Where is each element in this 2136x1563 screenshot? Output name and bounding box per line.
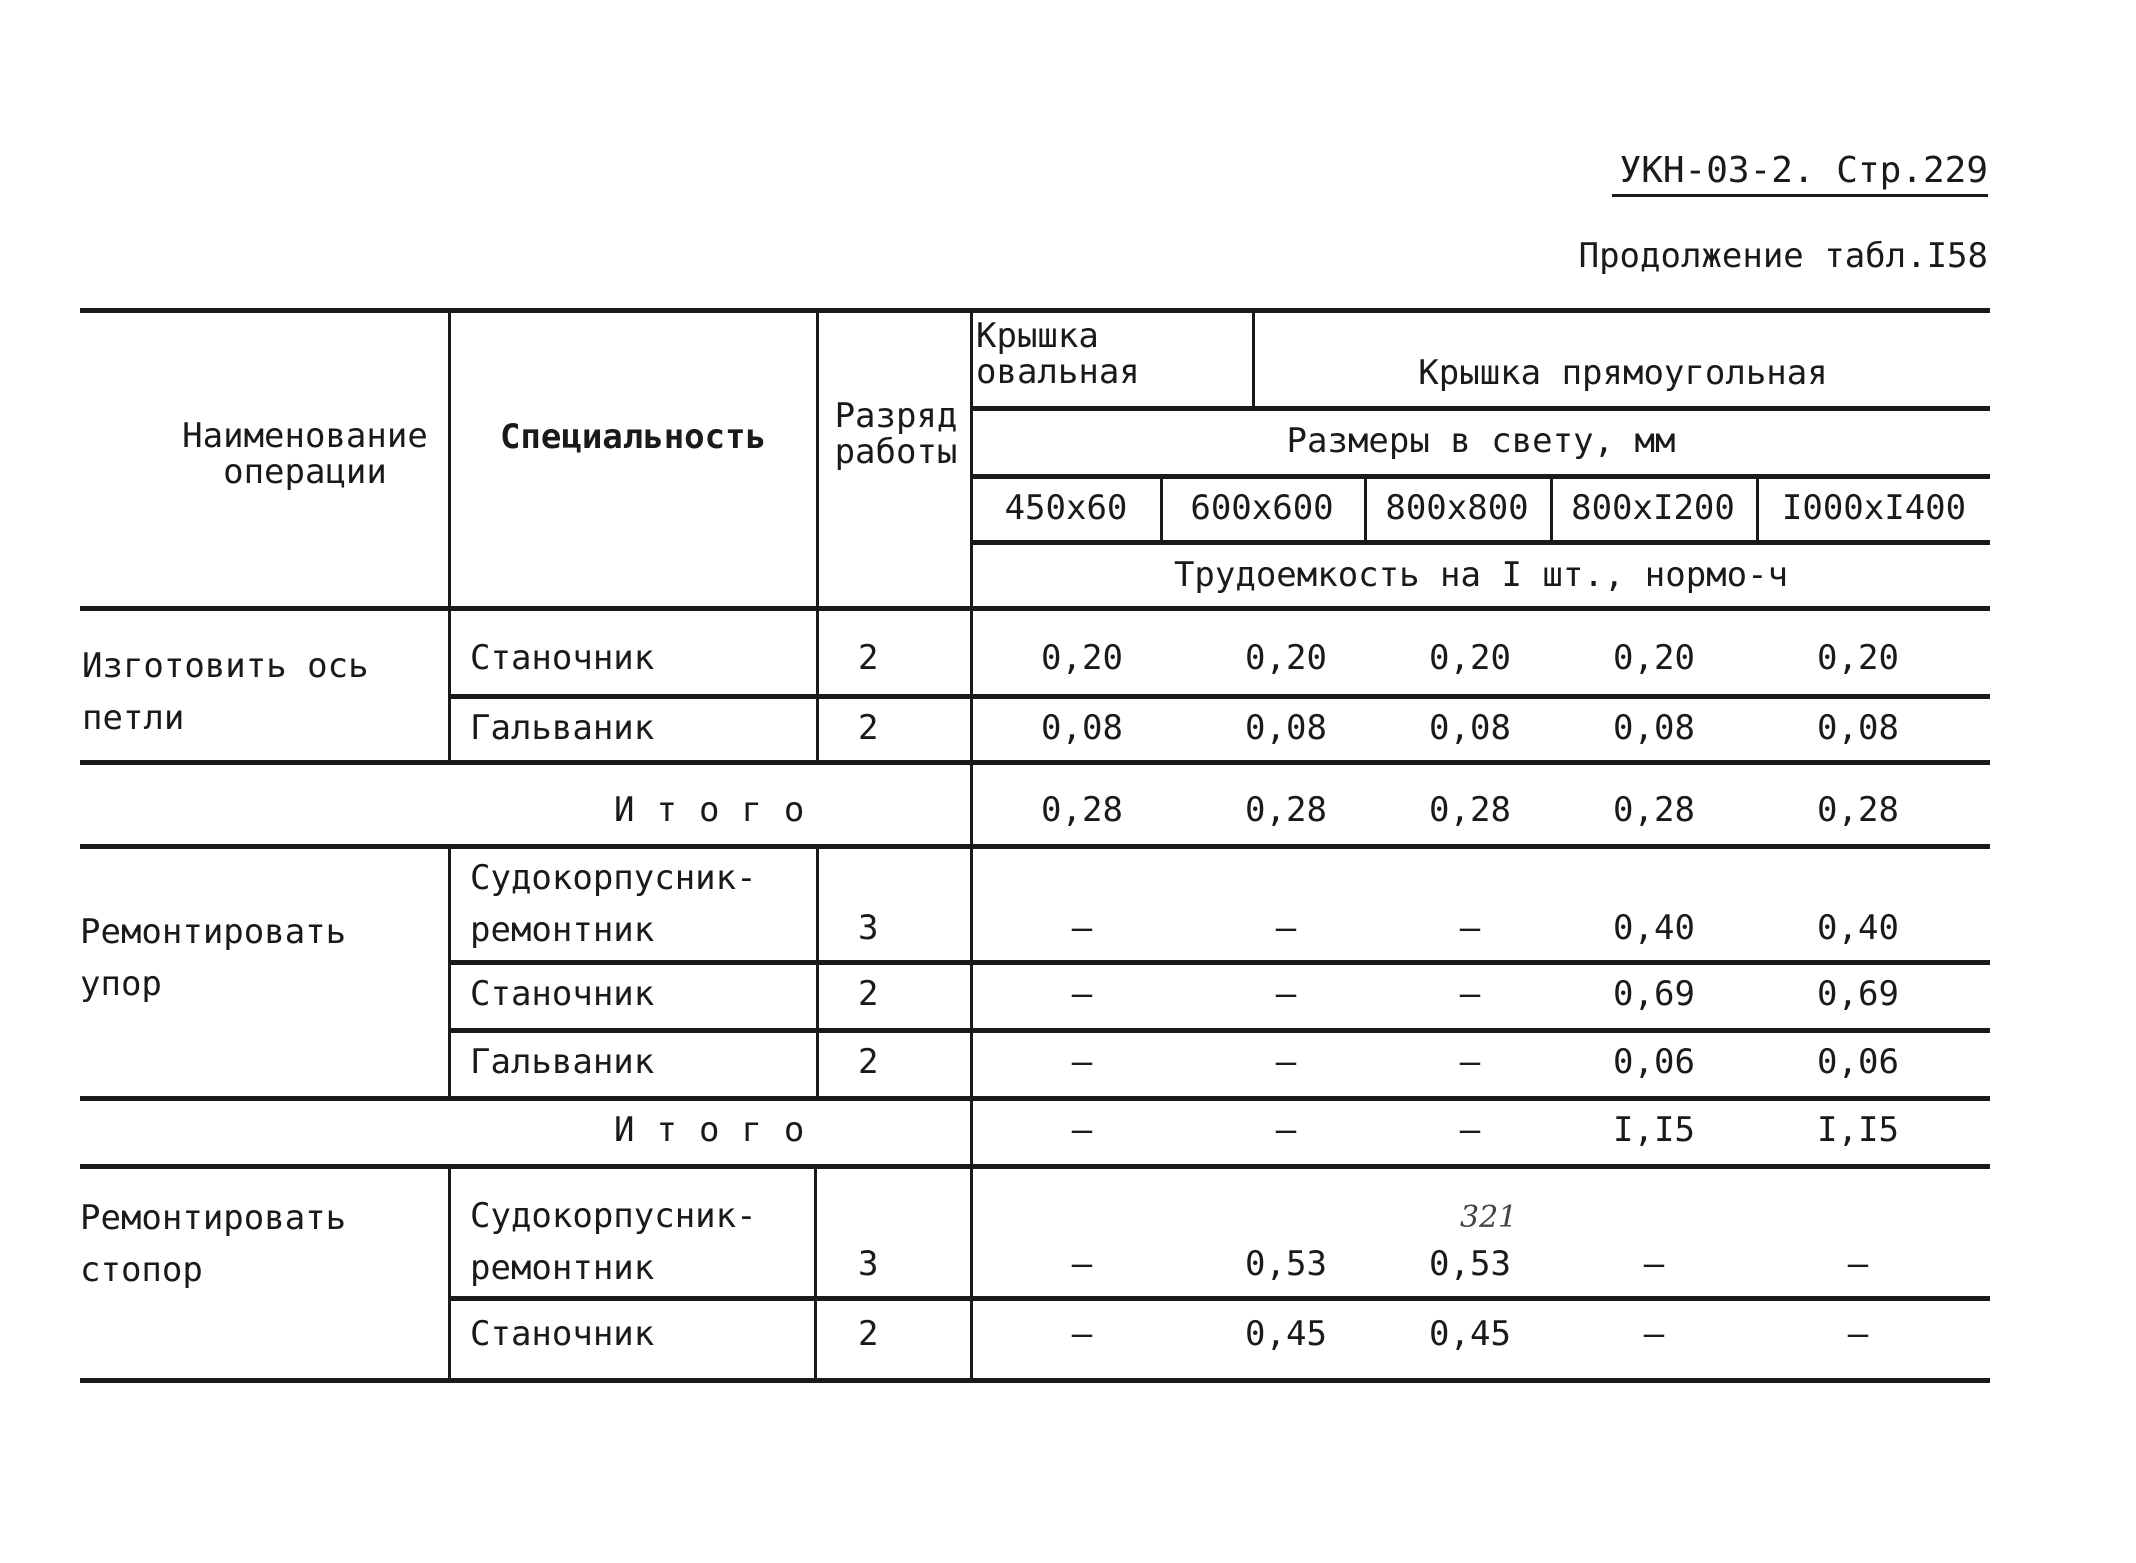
specialty-cell: Судокорпусник-ремонтник (470, 858, 757, 950)
col-divider (970, 312, 973, 1380)
value-cell: – (1071, 1244, 1093, 1284)
group-rule (80, 760, 1990, 765)
group-rule (80, 1164, 1990, 1169)
grade-cell: 3 (858, 1244, 879, 1284)
operation-name: Изготовить ось петли (82, 646, 369, 738)
value-cell: 0,08 (1429, 708, 1511, 748)
col-divider (448, 846, 451, 1096)
grade-cell: 3 (858, 908, 879, 948)
col-divider (1550, 476, 1553, 542)
grade-cell: 2 (858, 1042, 879, 1082)
total-value: I,I5 (1817, 1110, 1899, 1150)
row-rule (450, 1028, 1990, 1033)
header-operation: Наименование операции (182, 416, 428, 492)
col-divider (1160, 476, 1163, 542)
col-divider (1252, 312, 1255, 408)
header-size-col: 450x60 (1004, 488, 1128, 528)
value-cell: 0,08 (1817, 708, 1899, 748)
value-cell: 0,45 (1429, 1314, 1511, 1354)
total-value: 0,28 (1245, 790, 1327, 830)
specialty-cell: Гальваник (470, 708, 655, 748)
header-rect-cover: Крышка прямоугольная (1418, 353, 1828, 393)
value-cell: – (1459, 974, 1481, 1014)
value-cell: 0,20 (1245, 638, 1327, 678)
group-rule (80, 1096, 1990, 1101)
table-bottom-border (80, 1378, 1990, 1383)
col-divider (816, 610, 819, 762)
reference-underline (1612, 194, 1988, 197)
specialty-cell: Судокорпусник-ремонтник (470, 1196, 757, 1288)
header-specialty: Специальность (499, 417, 767, 457)
value-cell: – (1275, 908, 1297, 948)
header-size-col: 800x800 (1385, 488, 1529, 528)
value-cell: – (1847, 1244, 1869, 1284)
total-label: Итого (614, 790, 827, 830)
header-grade: Разряд работы (834, 396, 958, 472)
specialty-cell: Станочник (470, 1314, 655, 1354)
value-cell: – (1643, 1314, 1665, 1354)
table-top-border (80, 308, 1990, 313)
total-value: 0,28 (1817, 790, 1899, 830)
total-value: 0,28 (1429, 790, 1511, 830)
total-label: Итого (614, 1110, 827, 1150)
specialty-cell: Станочник (470, 638, 655, 678)
group-rule (80, 844, 1990, 849)
row-rule (450, 694, 1990, 699)
value-cell: – (1459, 1042, 1481, 1082)
grade-cell: 2 (858, 708, 879, 748)
header-sizes: Размеры в свету, мм (1286, 421, 1676, 461)
specialty-cell: Станочник (470, 974, 655, 1014)
header-rule-size-cols (972, 474, 1990, 479)
value-cell: 0,20 (1817, 638, 1899, 678)
total-value: – (1459, 1110, 1481, 1150)
header-size-col: 600x600 (1190, 488, 1334, 528)
value-cell: 0,40 (1613, 908, 1695, 948)
operation-name: Ремонтировать упор (80, 912, 347, 1004)
total-value: 0,28 (1041, 790, 1123, 830)
value-cell: 0,08 (1041, 708, 1123, 748)
value-cell: – (1847, 1314, 1869, 1354)
total-value: – (1275, 1110, 1297, 1150)
col-divider (448, 1166, 451, 1380)
value-cell: – (1071, 974, 1093, 1014)
total-value: – (1071, 1110, 1093, 1150)
row-rule (450, 960, 1990, 965)
col-divider (1756, 476, 1759, 542)
value-cell: – (1071, 908, 1093, 948)
value-cell: 0,45 (1245, 1314, 1327, 1354)
header-bottom-border (80, 606, 1990, 611)
value-cell: 0,69 (1817, 974, 1899, 1014)
document-reference: УКН-03-2. Стр.229 (1619, 150, 1988, 191)
value-cell: 0,69 (1613, 974, 1695, 1014)
total-value: I,I5 (1613, 1110, 1695, 1150)
grade-cell: 2 (858, 974, 879, 1014)
value-cell: 0,40 (1817, 908, 1899, 948)
col-divider (448, 610, 451, 762)
header-size-col: 800xI200 (1571, 488, 1735, 528)
value-cell: 0,53 (1245, 1244, 1327, 1284)
value-cell: – (1071, 1314, 1093, 1354)
value-cell: 0,06 (1613, 1042, 1695, 1082)
operation-name: Ремонтировать стопор (80, 1198, 347, 1290)
value-cell: 0,20 (1429, 638, 1511, 678)
col-divider (814, 1166, 817, 1380)
header-oval-cover: Крышка овальная (976, 316, 1140, 392)
specialty-cell: Гальваник (470, 1042, 655, 1082)
value-cell: – (1643, 1244, 1665, 1284)
table-continuation-label: Продолжение табл.I58 (1578, 236, 1988, 276)
value-cell: 0,53 (1429, 1244, 1511, 1284)
grade-cell: 2 (858, 638, 879, 678)
handwritten-page-note: 321 (1460, 1200, 1518, 1235)
value-cell: – (1275, 974, 1297, 1014)
value-cell: – (1459, 908, 1481, 948)
value-cell: – (1275, 1042, 1297, 1082)
col-divider (448, 312, 451, 608)
value-cell: 0,20 (1613, 638, 1695, 678)
value-cell: 0,08 (1613, 708, 1695, 748)
header-size-col: I000xI400 (1781, 488, 1967, 528)
col-divider (1364, 476, 1367, 542)
value-cell: 0,08 (1245, 708, 1327, 748)
col-divider (816, 846, 819, 1096)
value-cell: 0,20 (1041, 638, 1123, 678)
grade-cell: 2 (858, 1314, 879, 1354)
value-cell: – (1071, 1042, 1093, 1082)
total-value: 0,28 (1613, 790, 1695, 830)
header-rule-labor (972, 540, 1990, 545)
header-labor: Трудоемкость на I шт., нормо-ч (1173, 555, 1789, 595)
header-rule-sizes (972, 406, 1990, 411)
col-divider (816, 312, 819, 608)
row-rule (450, 1296, 1990, 1301)
value-cell: 0,06 (1817, 1042, 1899, 1082)
